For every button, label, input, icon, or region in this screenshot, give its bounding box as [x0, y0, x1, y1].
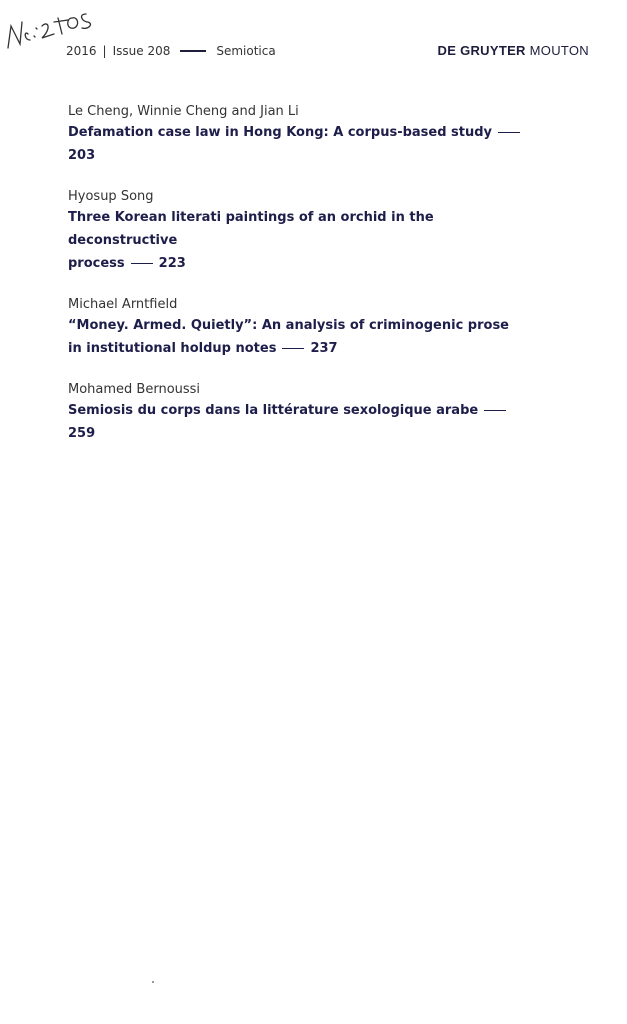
toc-authors: Le Cheng, Winnie Cheng and Jian Li [68, 104, 299, 119]
header-separator: | [102, 43, 107, 58]
header-dash [180, 50, 206, 52]
toc-dash [131, 263, 153, 264]
toc-page: 237 [310, 341, 338, 356]
publisher-logo [438, 43, 590, 58]
toc-authors: Michael Arntfield [68, 297, 178, 312]
toc-title-link[interactable] [68, 206, 528, 275]
toc-page: 223 [158, 256, 186, 271]
toc-title-line: “Money. Armed. Quietly”: An analysis of criminogenic prose [68, 318, 509, 333]
toc-dash [498, 132, 520, 133]
table-of-contents [68, 102, 528, 465]
toc-page: 203 [68, 148, 96, 163]
header-year: 2016 [66, 43, 97, 58]
journal-header [66, 43, 589, 58]
toc-entry [68, 295, 528, 360]
toc-dash [484, 410, 506, 411]
toc-entry [68, 380, 528, 445]
publisher-bold: DE GRUYTER [437, 43, 526, 58]
toc-title-line: Semiosis du corps dans la littérature sexologique arabe [68, 403, 479, 418]
toc-page: 259 [68, 426, 96, 441]
header-issue: Issue 208 [112, 43, 171, 58]
toc-entry [68, 187, 528, 275]
toc-title-link[interactable] [68, 121, 528, 167]
toc-authors: Hyosup Song [68, 189, 154, 204]
toc-dash [282, 348, 304, 349]
scan-speck [152, 981, 154, 983]
toc-authors: Mohamed Bernoussi [68, 382, 201, 397]
toc-title-line: Three Korean literati paintings of an orchid in the deconstructive [68, 210, 434, 248]
toc-title-line: process [68, 256, 125, 271]
toc-title-link[interactable] [68, 314, 528, 360]
toc-title-line: Defamation case law in Hong Kong: A corpus-based study [68, 125, 493, 140]
publisher-light: MOUTON [529, 43, 589, 58]
header-journal: Semiotica [216, 43, 276, 58]
toc-title-link[interactable] [68, 399, 528, 445]
toc-title-line: in institutional holdup notes [68, 341, 277, 356]
toc-entry [68, 102, 528, 167]
